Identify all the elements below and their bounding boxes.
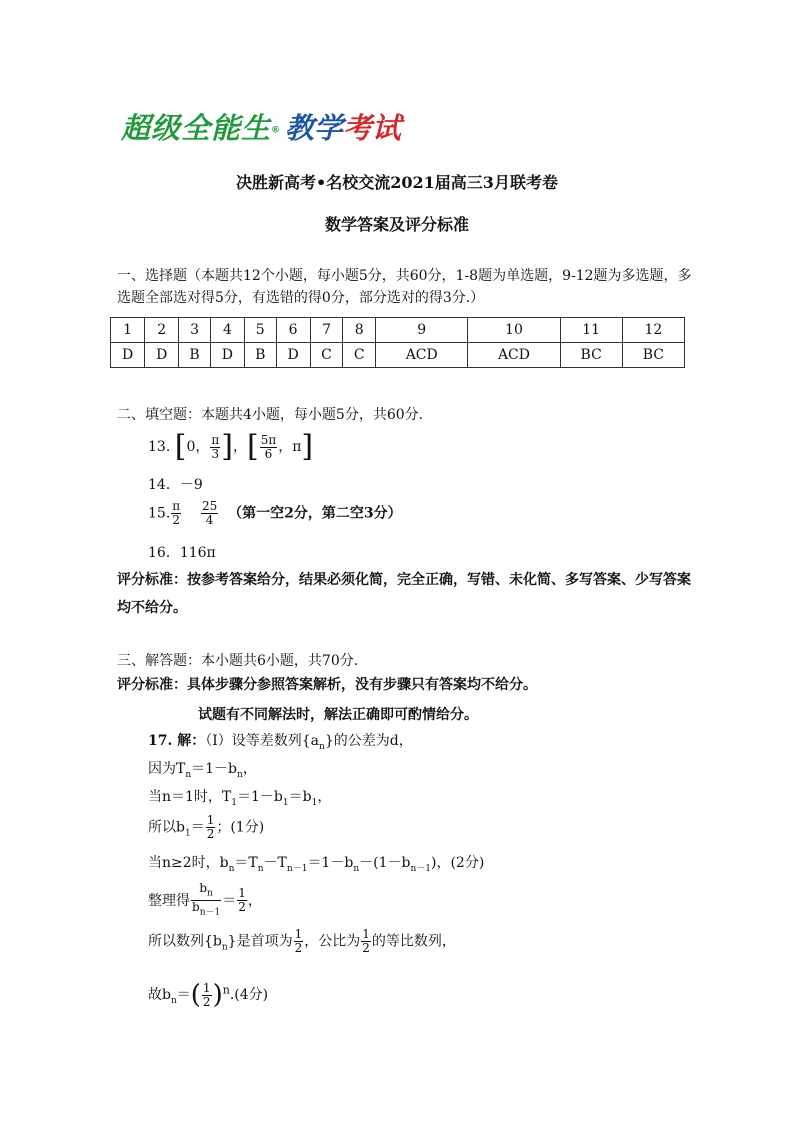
numerator: 25 — [201, 499, 218, 513]
fraction — [237, 887, 247, 914]
fraction — [206, 814, 216, 841]
answer-16: 16．116π — [148, 545, 216, 561]
subscript: 1 — [184, 828, 191, 839]
numerator: π — [172, 499, 181, 513]
q13-label: 13. — [148, 439, 171, 455]
document-subtitle: 数学答案及评分标准 — [324, 215, 469, 234]
text: 所以数列{b — [148, 933, 222, 950]
q13-zero: 0， — [186, 439, 210, 455]
denominator: 6 — [264, 446, 273, 461]
right-bracket: ] — [221, 429, 233, 464]
text: ＝ — [190, 819, 205, 836]
denominator: 2 — [362, 941, 370, 955]
text: ＝T — [234, 855, 258, 871]
answer-table-answer-row — [111, 343, 685, 368]
denominator: 2 — [172, 513, 181, 527]
right-paren: ) — [212, 980, 223, 1010]
left-bracket: [ — [174, 429, 187, 464]
q17-line-3 — [148, 786, 331, 808]
text: ＝1－b — [307, 855, 354, 871]
text: )，(2分) — [430, 855, 485, 871]
text: －(1－b — [359, 855, 411, 871]
table-cell: D — [210, 343, 244, 368]
fraction — [191, 882, 221, 920]
answer-14: 14．－9 — [148, 477, 203, 493]
q13-pi: ，π — [278, 439, 302, 455]
subscript: 1 — [282, 797, 289, 808]
text: b — [192, 900, 200, 915]
table-cell: ACD — [376, 343, 468, 368]
q15-note: （第一空2分，第二空3分） — [228, 505, 402, 522]
text: （Ⅰ）设等差数列{a — [205, 733, 320, 749]
text: .(4分) — [229, 987, 269, 1003]
table-cell: D — [145, 343, 179, 368]
denominator: 4 — [205, 513, 214, 527]
denominator — [191, 901, 221, 919]
table-cell: D — [111, 343, 145, 368]
table-cell: 4 — [210, 318, 244, 343]
answer-13 — [148, 429, 314, 464]
table-cell: 11 — [560, 318, 622, 343]
table-cell: 12 — [622, 318, 684, 343]
subscript: n－1 — [199, 907, 221, 918]
text: ＝ — [176, 987, 191, 1003]
left-paren: ( — [190, 980, 201, 1010]
section3-criteria-2: 试题有不同解法时，解法正确即可酌情给分。 — [198, 707, 478, 723]
section2-criteria: 评分标准：按参考答案给分，结果必须化简，完全正确，写错、未化简、多写答案、少写答案均不给分。 — [117, 572, 691, 616]
subscript: n — [319, 741, 325, 752]
subscript: n — [237, 769, 243, 780]
answer-table — [110, 317, 685, 368]
logo-brand: 超级全能生 — [121, 111, 272, 145]
exponent: n — [222, 983, 230, 997]
text: b — [199, 881, 208, 895]
fraction — [210, 434, 220, 461]
text: －T — [263, 855, 287, 871]
logo — [121, 106, 401, 146]
text: 的等比数列， — [371, 933, 456, 950]
q17-line-6 — [148, 882, 262, 920]
table-cell: BC — [622, 343, 684, 368]
table-cell: ACD — [468, 343, 560, 368]
table-cell: 5 — [245, 318, 277, 343]
subscript: n — [221, 942, 228, 953]
table-cell: 8 — [343, 318, 376, 343]
fraction — [201, 500, 218, 527]
q17-line-7 — [148, 928, 456, 955]
fraction — [171, 500, 181, 527]
numerator: 1 — [362, 927, 370, 941]
q15-label: 15. — [148, 505, 171, 522]
text: ＝1－b — [191, 761, 238, 777]
subscript: 1 — [231, 797, 237, 808]
subscript: n－1 — [410, 863, 431, 874]
table-cell: B — [245, 343, 277, 368]
answer-15 — [148, 500, 402, 527]
table-cell: C — [343, 343, 376, 368]
fraction — [260, 434, 278, 461]
subscript: n — [353, 863, 360, 874]
subscript: n — [228, 863, 235, 874]
denominator: 2 — [202, 994, 211, 1009]
answer-table-number-row — [111, 318, 685, 343]
numerator: π — [211, 432, 220, 447]
text: }的公差为d， — [324, 733, 413, 749]
numerator: 1 — [294, 927, 303, 941]
text: 所以b — [148, 819, 185, 836]
numerator: 1 — [206, 813, 215, 827]
text: ＝b — [288, 789, 312, 805]
text: ， — [242, 761, 257, 777]
table-cell: C — [310, 343, 343, 368]
numerator — [191, 882, 221, 901]
right-bracket: ] — [301, 429, 314, 464]
section1-intro: 一、选择题（本题共12个小题，每小题5分，共60分，1-8题为单选题，9-12题为多选题，多选题全部选对得5分，有选错的得0分，部分选对的得3分.） — [117, 268, 692, 306]
subscript: n — [207, 888, 213, 899]
fraction — [294, 928, 304, 955]
text: ；(1分) — [216, 819, 265, 836]
numerator: 5π — [260, 432, 277, 447]
numerator: 1 — [202, 980, 211, 995]
text: ， — [247, 892, 262, 909]
table-cell: 9 — [376, 318, 468, 343]
denominator: 2 — [238, 900, 246, 915]
left-bracket: [ — [246, 429, 259, 464]
text: 当n≥2时，b — [148, 855, 229, 871]
q17-line-4 — [148, 814, 264, 841]
subscript: n — [185, 769, 192, 780]
text: ＝1－b — [237, 789, 283, 805]
table-cell: 10 — [468, 318, 560, 343]
subscript: 1 — [311, 797, 318, 808]
numerator: 1 — [238, 886, 246, 901]
q17-line-2 — [148, 758, 257, 780]
subscript: n — [257, 863, 264, 874]
table-cell: 3 — [179, 318, 211, 343]
table-cell: 2 — [145, 318, 179, 343]
q17-head: 17. 解： — [148, 733, 206, 749]
table-cell: 7 — [310, 318, 343, 343]
fraction — [202, 982, 212, 1009]
table-cell: B — [179, 343, 211, 368]
subscript: n — [170, 995, 177, 1006]
q17-line-8 — [148, 980, 268, 1010]
document-title: 决胜新高考•名校交流2021届高三3月联考卷 — [236, 173, 558, 192]
table-cell: BC — [560, 343, 622, 368]
text: ＝ — [222, 892, 237, 909]
fraction — [361, 928, 371, 955]
text: 因为T — [148, 761, 186, 777]
denominator: 2 — [206, 827, 215, 841]
logo-registered-mark: ® — [271, 125, 281, 136]
text: ， — [317, 789, 332, 805]
section3-criteria: 评分标准：具体步骤分参照答案解析，没有步骤只有答案均不给分。 — [117, 677, 537, 693]
q13-sep: ， — [232, 439, 247, 455]
table-cell: D — [276, 343, 310, 368]
logo-part1: 教学 — [284, 111, 343, 145]
text: }是首项为 — [227, 933, 293, 950]
logo-part2: 考试 — [342, 111, 401, 145]
section3-intro: 三、解答题：本小题共6小题，共70分. — [117, 653, 359, 669]
table-cell: 6 — [276, 318, 310, 343]
denominator: 2 — [294, 941, 303, 955]
text: ，公比为 — [304, 933, 361, 950]
text: 整理得 — [148, 892, 190, 909]
q17-line-1 — [148, 730, 413, 752]
table-cell: 1 — [111, 318, 145, 343]
subscript: n－1 — [286, 863, 308, 874]
text: 故b — [148, 987, 171, 1003]
q17-line-5 — [148, 852, 484, 874]
denominator: 3 — [211, 446, 220, 461]
text: 当n＝1时，T — [148, 789, 232, 805]
section2-intro: 二、填空题：本题共4小题，每小题5分，共60分. — [117, 407, 424, 423]
